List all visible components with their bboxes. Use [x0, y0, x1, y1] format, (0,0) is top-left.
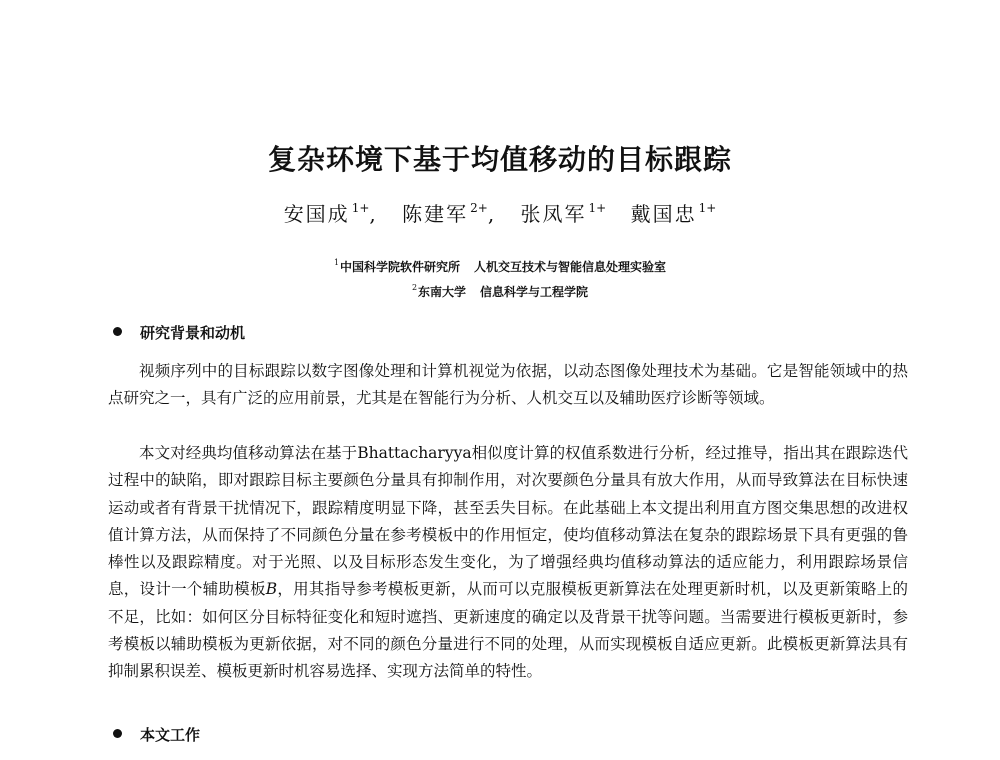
author-mark: 2+: [470, 201, 488, 215]
paper-title: 复杂环境下基于均值移动的目标跟踪: [267, 143, 732, 176]
affiliation-org: 中国科学院软件研究所: [340, 260, 461, 274]
paragraph-text: ，用其指导参考模板更新，从而可以克服模板更新算法在处理更新时机，以及更新策略上的不足，比如：如何区分目标特征变化和短时遮挡、更新速度的确定以及背景干扰等问题。当需要进行模板更新时，参考模板以辅助模板为更新依据，对不同的颜色分量进行不同的处理，从而实现模板自适应更新。此模板更新算法具有抑制累积误差、模板更新时机容易选择、实现方法简单的特性。: [108, 580, 908, 681]
section-heading-text: 研究背景和动机: [140, 324, 246, 342]
author-mark: 1+: [588, 201, 607, 215]
author-name: 戴国忠: [630, 202, 697, 226]
affiliation-mark: 2: [411, 283, 418, 292]
affiliation: [0, 283, 1000, 300]
author-name: 张凤军: [520, 202, 587, 226]
section-heading-text: 本文工作: [140, 726, 201, 744]
paragraph: [108, 440, 908, 686]
author: 陈建军 $^{2+}$,: [402, 201, 497, 226]
author-list: [0, 198, 1000, 227]
author: [521, 202, 607, 226]
bullet-icon: [113, 729, 122, 738]
author-name: 陈建军: [402, 202, 469, 226]
affiliation-org: 东南大学: [418, 285, 467, 299]
paragraph: 视频序列中的目标跟踪以数字图像处理和计算机视觉为依据，以动态图像处理技术为基础。它是智能领域中的热点研究之一，具有广泛的应用前景，尤其是在智能行为分析、人机交互以及辅助医疗诊断等领域。: [108, 362, 908, 408]
author: [631, 202, 717, 226]
bullet-icon: [113, 327, 122, 336]
author-name: 安国成: [283, 202, 350, 226]
section-heading: [113, 724, 200, 745]
author-mark: 1+: [351, 201, 370, 215]
math-variable: B: [265, 580, 278, 599]
affiliation-mark: 1: [333, 258, 340, 267]
section-heading: [113, 322, 245, 343]
paragraph-text: 本文对经典均值移动算法在基于Bhattacharyya相似度计算的权值系数进行分析，经过推导，指出其在跟踪迭代过程中的缺陷，即对跟踪目标主要颜色分量具有抑制作用，对次要颜色分量具有放大作用，从而导致算法在目标快速运动或者有背景干扰情况下，跟踪精度明显下降，甚至丢失目标。在此基础上本文提出利用直方图交集思想的改进权值计算方法，从而保持了不同颜色分量在参考模板中的作用恒定，使均值移动算法在复杂的跟踪场景下具有更强的鲁棒性以及跟踪精度。对于光照、以及目标形态发生变化，为了增强经典均值移动算法的适应能力，利用跟踪场景信息，设计一个辅助模板: [108, 444, 908, 599]
affiliation: [0, 258, 1000, 275]
author: 安国成 $^{1+}$,: [283, 201, 378, 226]
affiliation-dept: 信息科学与工程学院: [480, 285, 589, 299]
affiliation-dept: 人机交互技术与智能信息处理实验室: [474, 260, 667, 274]
author-mark: 1+: [698, 201, 717, 215]
